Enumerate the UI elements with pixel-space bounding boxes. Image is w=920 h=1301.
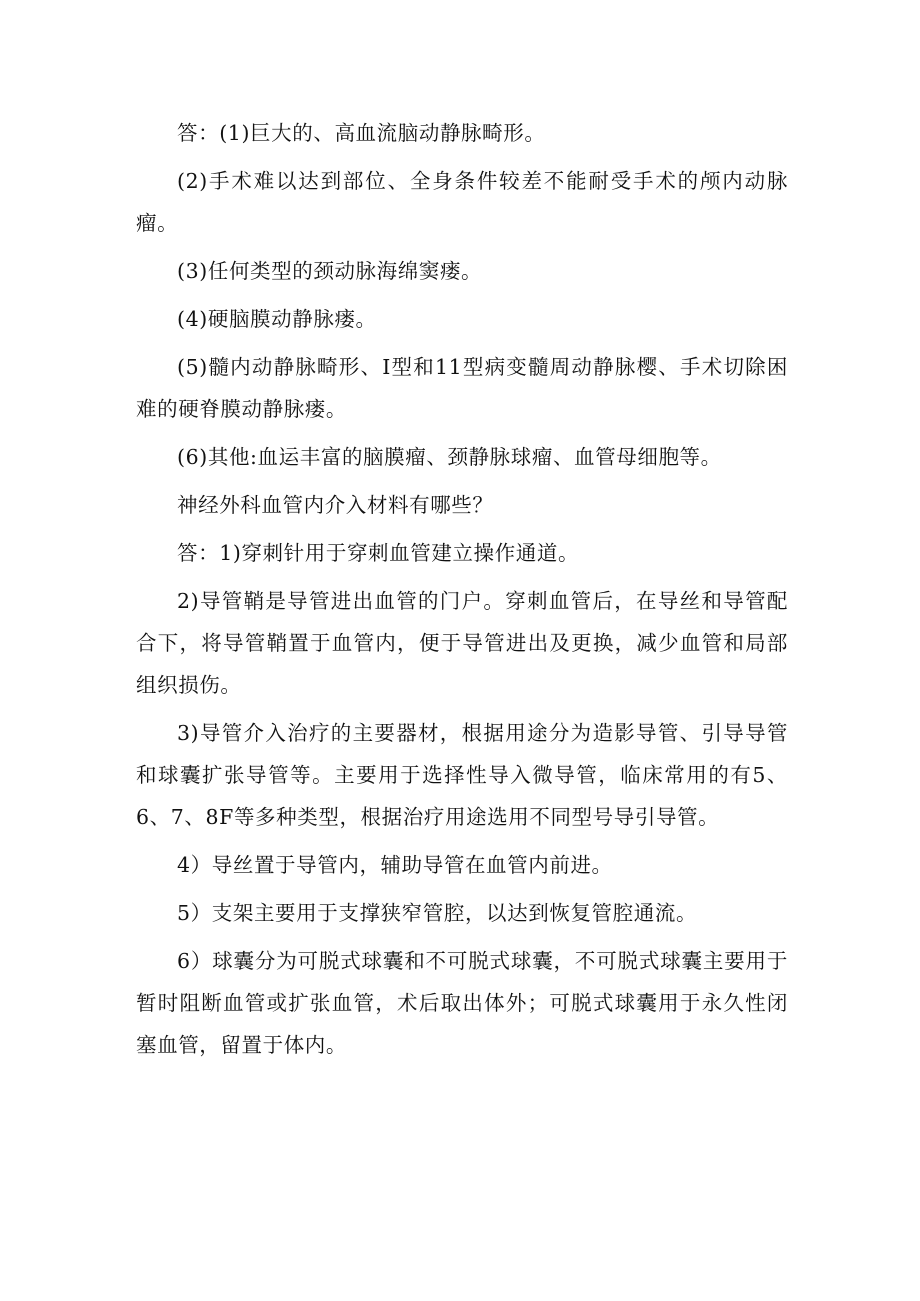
material-5-paragraph: 5）支架主要用于支撑狭窄管腔，以达到恢复管腔通流。: [177, 901, 698, 925]
material-6-paragraph: 6）球囊分为可脱式球囊和不可脱式球囊，不可脱式球囊主要用于暂时阻断血管或扩张血管，术后取出体外；可脱式球囊用于永久性闭塞血管，留置于体内。: [136, 949, 788, 1057]
document-body: [136, 112, 788, 1066]
material-4-paragraph: 4）导丝置于导管内，辅助导管在血管内前进。: [177, 853, 613, 877]
answer-4-paragraph: (4)硬脑膜动静脉瘘。: [177, 307, 377, 331]
material-2-paragraph: 2)导管鞘是导管进出血管的门户。穿刺血管后，在导丝和导管配合下，将导管鞘置于血管内，便于导管进出及更换，减少血管和局部组织损伤。: [136, 589, 788, 697]
question-heading: 神经外科血管内介入材料有哪些？: [177, 493, 494, 517]
answer-1-paragraph: 答：(1)巨大的、高血流脑动静脉畸形。: [177, 121, 546, 145]
material-1-paragraph: 答：1)穿刺针用于穿刺血管建立操作通道。: [177, 541, 580, 565]
answer-5-paragraph: (5)髓内动静脉畸形、I型和11型病变髓周动静脉樱、手术切除困难的硬脊膜动静脉瘘。: [136, 355, 788, 421]
answer-2-paragraph: (2)手术难以达到部位、全身条件较差不能耐受手术的颅内动脉瘤。: [136, 169, 788, 235]
material-3-paragraph: 3)导管介入治疗的主要器材，根据用途分为造影导管、引导导管和球囊扩张导管等。主要用于选择性导入微导管，临床常用的有5、6、7、8F等多种类型，根据治疗用途选用不同型号导引导管。: [136, 721, 788, 829]
answer-3-paragraph: (3)任何类型的颈动脉海绵窦瘘。: [177, 259, 483, 283]
answer-6-paragraph: (6)其他:血运丰富的脑膜瘤、颈静脉球瘤、血管母细胞等。: [177, 445, 722, 469]
